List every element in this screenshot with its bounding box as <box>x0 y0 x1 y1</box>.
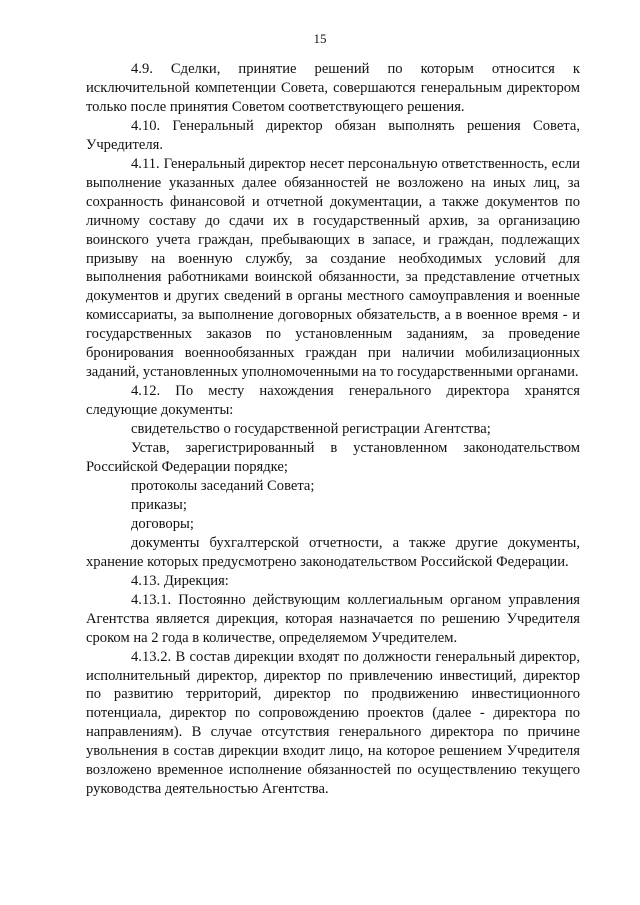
page-number: 15 <box>313 31 327 46</box>
list-item-charter: Устав, зарегистрированный в установленном законодательством Российской Федерации порядке; <box>86 440 580 476</box>
document-body <box>86 60 580 799</box>
paragraph-4-10: 4.10. Генеральный директор обязан выполнять решения Совета, Учредителя. <box>86 117 580 153</box>
paragraph-4-9: 4.9. Сделки, принятие решений по которым относится к исключительной компетенции Совета, совершаются генеральным директором только после принятия Советом соответствующего решения. <box>86 61 580 115</box>
list-item-orders: приказы; <box>131 496 187 513</box>
paragraph-4-13-1: 4.13.1. Постоянно действующим коллегиальным органом управления Агентства является дирекция, которая назначается по решению Учредителя сроком на 2 года в количестве, определяемом Учредителем. <box>86 591 580 646</box>
paragraph-4-12: 4.12. По месту нахождения генерального директора хранятся следующие документы: <box>86 383 580 419</box>
paragraph-4-13: 4.13. Дирекция: <box>131 572 229 589</box>
paragraph-4-11: 4.11. Генеральный директор несет персональную ответственность, если выполнение указанных далее обязанностей не возложено на иных лиц, за сохранность финансовой и отчетной документации, а также документов по личному составу до сдачи их в государственный архив, за организацию воинского учета граждан, пребывающих в запасе, и граждан, подлежащих призыву на военную службу, за создание необходимых условий для выполнения работниками воинской обязанности, за представление отчетных документов и других сведений в органы местного самоуправления и военные комиссариаты, за выполнение договорных обязательств, а в военное время - и государственных заказов по установленным заданиям, за проведение бронирования военнообязанных граждан при наличии мобилизационных заданий, установленных уполномоченными на то государственными органами. <box>86 155 580 381</box>
list-item-certificate: свидетельство о государственной регистрации Агентства; <box>131 421 491 438</box>
list-item-protocols: протоколы заседаний Совета; <box>131 477 315 494</box>
list-item-accounting-documents: документы бухгалтерской отчетности, а также другие документы, хранение которых предусмотрено законодательством Российской Федерации. <box>86 534 580 570</box>
list-item-contracts: договоры; <box>131 515 194 532</box>
paragraph-4-13-2: 4.13.2. В состав дирекции входят по должности генеральный директор, исполнительный директор, директор по привлечению инвестиций, директор по развитию территорий, директор по продвижению инвестиционного потенциала, директор по сопровождению проектов (далее - директора по направлениям). В случае отсутствия генерального директора по причине увольнения в состав дирекции входит лицо, на которое решением Учредителя возложено временное исполнение обязанностей по осуществлению текущего руководства деятельностью Агентства. <box>86 648 580 798</box>
